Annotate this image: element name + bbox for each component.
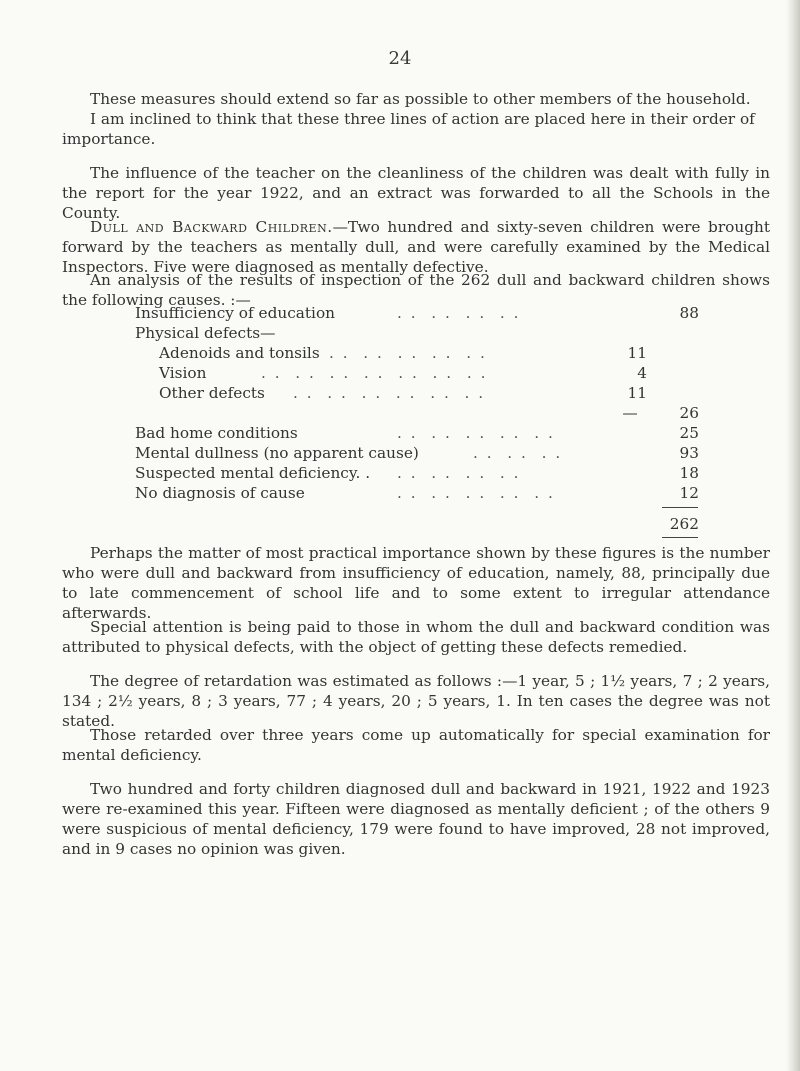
row-label: Other defects xyxy=(159,384,265,402)
row-value: 26 xyxy=(679,404,699,422)
row-label: Physical defects— xyxy=(135,324,276,342)
row-label: Adenoids and tonsils xyxy=(159,344,320,362)
paragraph-9: Two hundred and forty children diagnosed dull and backward in 1921, 1922 and 1923 were re-examined this year. Fifteen were diagnosed as mentally deficient ; of the others 9 were suspicious of mental deficiency, 179 were found to have improved, 28 not improved, and in 9 cases no opinion was given. xyxy=(62,780,770,858)
section-heading: Dull and Backward Children. xyxy=(90,218,333,236)
row-label: Insufficiency of education xyxy=(135,304,336,322)
leader-dots: . . . . . . . . . . xyxy=(397,424,555,442)
leader-dots: . . . . . . . . xyxy=(397,304,521,322)
page-number: 24 xyxy=(388,48,412,69)
row-value: 11 xyxy=(627,344,647,362)
row-value: 12 xyxy=(679,484,699,502)
paragraph-4: An analysis of the results of inspection of the 262 dull and backward children shows the following causes. :— xyxy=(62,271,770,309)
leader-dots: . . . . . . . . . . xyxy=(397,484,555,502)
row-label: Mental dullness (no apparent cause) xyxy=(135,444,419,462)
leader-dots: . . . . . . . . xyxy=(397,464,521,482)
leader-dots: . . . . . . . . . . . . . . xyxy=(261,364,488,382)
leader-dots: . . . . . . . . . . . . xyxy=(293,384,486,402)
paragraph-1-line-3: importance. xyxy=(62,130,156,148)
row-value: 25 xyxy=(679,424,699,442)
row-label: Suspected mental deficiency. . xyxy=(135,464,371,482)
row-value: 11 xyxy=(627,384,647,402)
total-rule-top xyxy=(662,507,698,508)
paragraph-7: The degree of retardation was estimated as follows :—1 year, 5 ; 1½ years, 7 ; 2 years, 134 ; 2½ years, 8 ; 3 years, 77 ; 4 years, 20 ; 5 years, 1. In ten cases the degree was not stated. xyxy=(62,672,770,730)
total-rule-bottom xyxy=(662,537,698,538)
total-value: 262 xyxy=(669,515,699,533)
leader-dots: . . . . . . xyxy=(473,444,563,462)
paragraph-1-line-1: These measures should extend so far as possible to other members of the household. xyxy=(90,90,751,108)
paragraph-2: The influence of the teacher on the cleanliness of the children was dealt with fully in the report for the year 1922, and an extract was forwarded to all the Schools in the County. xyxy=(62,164,770,222)
paragraph-1-line-2: I am inclined to think that these three lines of action are placed here in their order of xyxy=(90,110,755,128)
row-value: 18 xyxy=(679,464,699,482)
row-value: 4 xyxy=(637,364,647,382)
paragraph-5: Perhaps the matter of most practical importance shown by these figures is the number who were dull and backward from insufficiency of education, namely, 88, principally due to late commencement of school life and to some extent to irregular attendance afterwards. xyxy=(62,544,770,622)
paragraph-8: Those retarded over three years come up automatically for special examination for mental deficiency. xyxy=(62,726,770,764)
row-label: No diagnosis of cause xyxy=(135,484,305,502)
paragraph-6: Special attention is being paid to those in whom the dull and backward condition was attributed to physical defects, with the object of getting these defects remedied. xyxy=(62,618,770,656)
page-edge-shadow xyxy=(786,0,800,1071)
paragraph-3-body: —Two hundred and sixty-seven children were brought forward by the teachers as mentally dull, and were carefully examined by the Medical Inspectors. Five were diagnosed as mentally defective. xyxy=(62,218,770,276)
subtotal-dash: — xyxy=(622,404,638,422)
row-value: 93 xyxy=(679,444,699,462)
paragraph-3 xyxy=(62,217,770,277)
leader-dots: . . . . . . . . . . xyxy=(329,344,487,362)
row-label: Bad home conditions xyxy=(135,424,298,442)
row-value: 88 xyxy=(679,304,699,322)
row-label: Vision xyxy=(159,364,207,382)
